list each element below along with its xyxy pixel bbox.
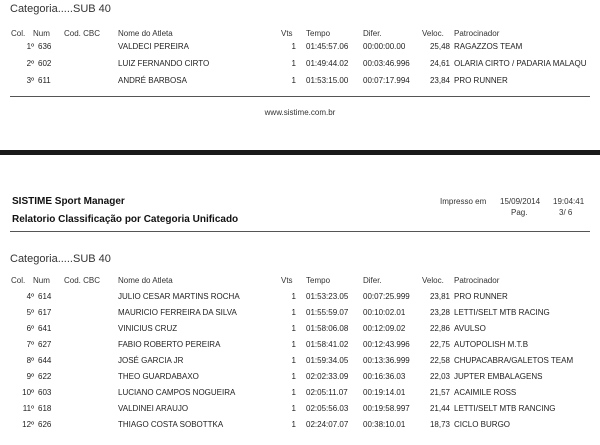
cell-difer: 00:19:14.01 bbox=[363, 388, 406, 397]
cell-vts: 1 bbox=[291, 76, 296, 85]
header-col: Col. bbox=[11, 29, 26, 38]
cell-tempo: 01:58:06.08 bbox=[306, 324, 349, 333]
cell-veloc: 25,48 bbox=[429, 42, 450, 51]
cell-veloc: 18,73 bbox=[429, 420, 450, 429]
cell-tempo: 01:53:15.00 bbox=[306, 76, 349, 85]
cell-tempo: 02:05:56.03 bbox=[306, 404, 349, 413]
cell-num: 614 bbox=[38, 292, 52, 301]
cell-tempo: 01:49:44.02 bbox=[306, 59, 349, 68]
cell-num: 618 bbox=[38, 404, 52, 413]
cell-num: 611 bbox=[38, 76, 51, 85]
cell-patrocinador: PRO RUNNER bbox=[454, 76, 508, 85]
header-vts: Vts bbox=[281, 29, 293, 38]
cell-tempo: 01:53:23.05 bbox=[306, 292, 349, 301]
cell-name: JULIO CESAR MARTINS ROCHA bbox=[118, 292, 240, 301]
header-patrocinador: Patrocinador bbox=[454, 276, 500, 285]
cell-vts: 1 bbox=[291, 356, 296, 365]
cell-name: THEO GUARDABAXO bbox=[118, 372, 199, 381]
cell-tempo: 01:55:59.07 bbox=[306, 308, 349, 317]
cell-patrocinador: LETTI/SELT MTB RANCING bbox=[454, 404, 556, 413]
header-cbc: Cod. CBC bbox=[64, 276, 101, 285]
cell-vts: 1 bbox=[291, 42, 296, 51]
cell-vts: 1 bbox=[291, 388, 296, 397]
table-row bbox=[0, 354, 600, 368]
cell-veloc: 21,44 bbox=[429, 404, 450, 413]
cell-vts: 1 bbox=[291, 404, 296, 413]
table-row bbox=[0, 418, 600, 432]
header-veloc: Veloc. bbox=[422, 29, 444, 38]
page-number: 3/ 6 bbox=[559, 208, 573, 217]
table-row bbox=[0, 338, 600, 352]
cell-veloc: 22,03 bbox=[429, 372, 450, 381]
header-name: Nome do Atleta bbox=[118, 276, 173, 285]
header-rule bbox=[10, 231, 590, 232]
cell-patrocinador: AVULSO bbox=[454, 324, 486, 333]
footer-url: www.sistime.com.br bbox=[264, 108, 336, 117]
footer-rule bbox=[10, 96, 590, 97]
cell-col: 5º bbox=[26, 308, 34, 317]
cell-difer: 00:10:02.01 bbox=[363, 308, 406, 317]
cell-patrocinador: ACAIMILE ROSS bbox=[454, 388, 517, 397]
cell-vts: 1 bbox=[291, 372, 296, 381]
header-difer: Difer. bbox=[363, 276, 382, 285]
cell-patrocinador: PRO RUNNER bbox=[454, 292, 508, 301]
header-cbc: Cod. CBC bbox=[64, 29, 101, 38]
table-row bbox=[0, 57, 600, 71]
category-title: Categoria.....SUB 40 bbox=[10, 253, 111, 265]
header-tempo: Tempo bbox=[306, 276, 331, 285]
header-tempo: Tempo bbox=[306, 29, 331, 38]
cell-difer: 00:07:17.994 bbox=[363, 76, 410, 85]
cell-vts: 1 bbox=[291, 59, 296, 68]
printed-time: 19:04:41 bbox=[553, 197, 585, 206]
header-patrocinador: Patrocinador bbox=[454, 29, 500, 38]
cell-veloc: 22,58 bbox=[429, 356, 450, 365]
cell-col: 8º bbox=[26, 356, 34, 365]
cell-tempo: 02:05:11.07 bbox=[306, 388, 348, 397]
table-row bbox=[0, 306, 600, 320]
report-title: Relatorio Classificação por Categoria Unificado bbox=[12, 214, 239, 225]
cell-num: 603 bbox=[38, 388, 52, 397]
cell-difer: 00:19:58.997 bbox=[363, 404, 410, 413]
cell-difer: 00:12:09.02 bbox=[363, 324, 406, 333]
cell-veloc: 22,86 bbox=[429, 324, 450, 333]
cell-tempo: 01:45:57.06 bbox=[306, 42, 349, 51]
cell-name: MAURICIO FERREIRA DA SILVA bbox=[118, 308, 237, 317]
cell-difer: 00:03:46.996 bbox=[363, 59, 410, 68]
cell-vts: 1 bbox=[291, 420, 296, 429]
cell-col: 12º bbox=[22, 420, 34, 429]
cell-difer: 00:00:00.00 bbox=[363, 42, 406, 51]
header-difer: Difer. bbox=[363, 29, 382, 38]
cell-veloc: 23,84 bbox=[429, 76, 450, 85]
cell-tempo: 02:24:07.07 bbox=[306, 420, 349, 429]
cell-difer: 00:13:36.999 bbox=[363, 356, 410, 365]
page-break bbox=[0, 150, 600, 155]
app-name: SISTIME Sport Manager bbox=[12, 196, 125, 207]
table-row bbox=[0, 386, 600, 400]
cell-difer: 00:07:25.999 bbox=[363, 292, 410, 301]
cell-patrocinador: AUTOPOLISH M.T.B bbox=[454, 340, 529, 349]
printed-date: 15/09/2014 bbox=[500, 197, 541, 206]
cell-patrocinador: RAGAZZOS TEAM bbox=[454, 42, 523, 51]
cell-num: 622 bbox=[38, 372, 52, 381]
cell-difer: 00:12:43.996 bbox=[363, 340, 410, 349]
category-title: Categoria.....SUB 40 bbox=[10, 3, 111, 15]
cell-name: ANDRÉ BARBOSA bbox=[118, 76, 187, 85]
table-row bbox=[0, 290, 600, 304]
cell-tempo: 02:02:33.09 bbox=[306, 372, 349, 381]
cell-veloc: 23,28 bbox=[429, 308, 450, 317]
cell-veloc: 21,57 bbox=[429, 388, 450, 397]
cell-patrocinador: CHUPACABRA/GALETOS TEAM bbox=[454, 356, 574, 365]
cell-veloc: 24,61 bbox=[429, 59, 450, 68]
cell-name: LUCIANO CAMPOS NOGUEIRA bbox=[118, 388, 236, 397]
cell-col: 3º bbox=[26, 76, 34, 85]
cell-col: 1º bbox=[26, 42, 34, 51]
table-row bbox=[0, 74, 600, 88]
cell-patrocinador: OLARIA CIRTO / PADARIA MALAQU bbox=[454, 59, 587, 68]
cell-vts: 1 bbox=[291, 324, 296, 333]
table-row bbox=[0, 40, 600, 54]
header-veloc: Veloc. bbox=[422, 276, 444, 285]
cell-num: 644 bbox=[38, 356, 52, 365]
cell-num: 641 bbox=[38, 324, 52, 333]
cell-col: 4º bbox=[26, 292, 34, 301]
table-row bbox=[0, 402, 600, 416]
cell-patrocinador: JUPTER EMBALAGENS bbox=[454, 372, 543, 381]
cell-name: FABIO ROBERTO PEREIRA bbox=[118, 340, 221, 349]
cell-num: 627 bbox=[38, 340, 52, 349]
cell-vts: 1 bbox=[291, 292, 296, 301]
cell-num: 636 bbox=[38, 42, 52, 51]
cell-num: 617 bbox=[38, 308, 52, 317]
cell-vts: 1 bbox=[291, 308, 296, 317]
cell-tempo: 01:58:41.02 bbox=[306, 340, 349, 349]
cell-col: 10º bbox=[22, 388, 34, 397]
cell-num: 602 bbox=[38, 59, 52, 68]
cell-col: 11º bbox=[22, 404, 34, 413]
header-name: Nome do Atleta bbox=[118, 29, 173, 38]
printed-label: Impresso em bbox=[440, 197, 487, 206]
cell-name: JOSÉ GARCIA JR bbox=[118, 356, 184, 365]
cell-patrocinador: LETTI/SELT MTB RACING bbox=[454, 308, 550, 317]
cell-col: 6º bbox=[26, 324, 34, 333]
cell-vts: 1 bbox=[291, 340, 296, 349]
page-label: Pag. bbox=[511, 208, 528, 217]
table-row bbox=[0, 322, 600, 336]
header-num: Num bbox=[33, 276, 50, 285]
cell-name: VINICIUS CRUZ bbox=[118, 324, 178, 333]
cell-veloc: 23,81 bbox=[429, 292, 450, 301]
cell-veloc: 22,75 bbox=[429, 340, 450, 349]
cell-name: VALDINEI ARAUJO bbox=[118, 404, 189, 413]
header-num: Num bbox=[33, 29, 50, 38]
cell-name: LUIZ FERNANDO CIRTO bbox=[118, 59, 210, 68]
header-col: Col. bbox=[11, 276, 26, 285]
cell-patrocinador: CICLO BURGO bbox=[454, 420, 511, 429]
cell-col: 7º bbox=[26, 340, 34, 349]
cell-col: 9º bbox=[26, 372, 34, 381]
header-vts: Vts bbox=[281, 276, 293, 285]
cell-name: VALDECI PEREIRA bbox=[118, 42, 189, 51]
cell-num: 626 bbox=[38, 420, 52, 429]
cell-difer: 00:16:36.03 bbox=[363, 372, 406, 381]
cell-tempo: 01:59:34.05 bbox=[306, 356, 349, 365]
cell-difer: 00:38:10.01 bbox=[363, 420, 406, 429]
cell-name: THIAGO COSTA SOBOTTKA bbox=[118, 420, 224, 429]
cell-col: 2º bbox=[26, 59, 34, 68]
table-row bbox=[0, 370, 600, 384]
